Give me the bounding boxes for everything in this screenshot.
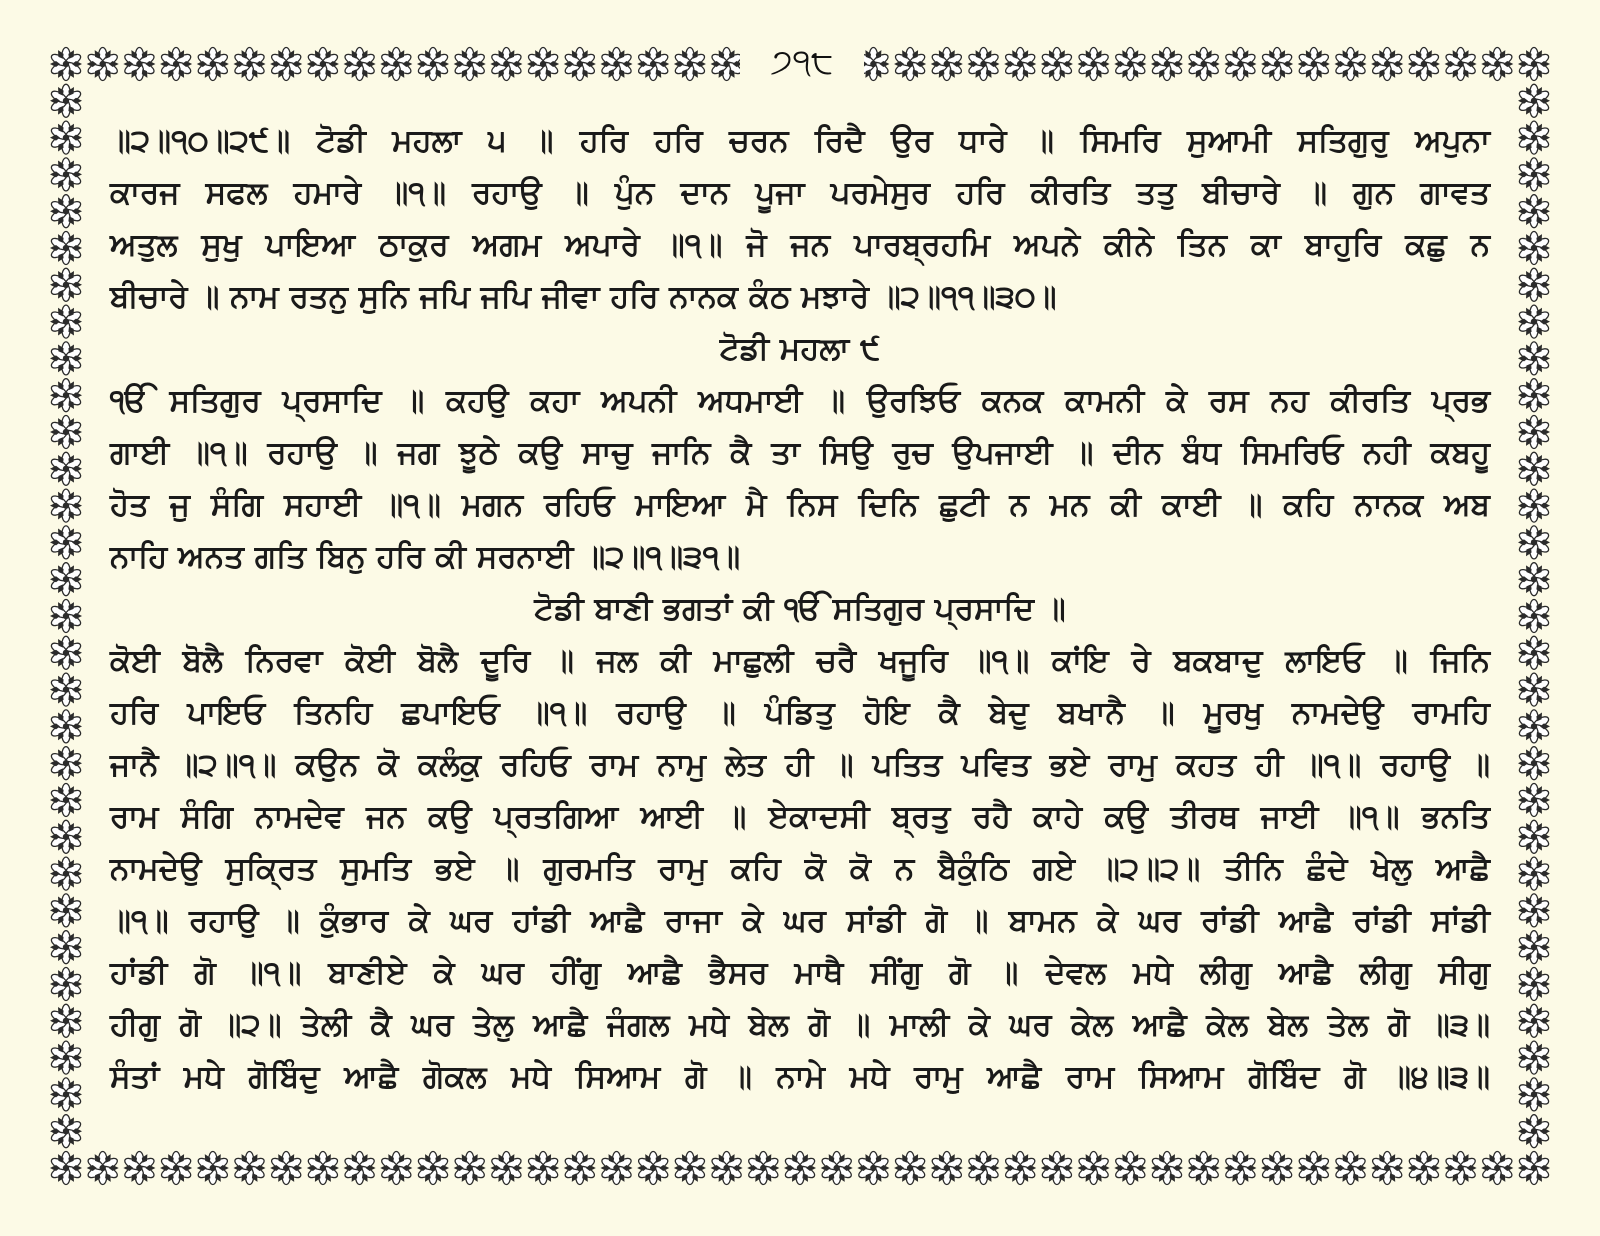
flower-ornament-icon [563, 48, 596, 81]
flower-ornament-icon [1518, 48, 1551, 81]
flower-ornament-icon [1518, 563, 1551, 596]
flower-ornament-icon [50, 452, 83, 485]
text-line: ਹੀਗੁ ਗੋ ॥੨॥ ਤੇਲੀ ਕੈ ਘਰ ਤੇਲੁ ਆਛੈ ਜੰਗਲ ਮਧੇ ਬੇਲ ਗੋ ॥ ਮਾਲੀ ਕੇ ਘਰ ਕੇਲ ਆਛੈ ਕੇਲ ਬੇਲ ਤੇਲ ਗੋ ॥੩॥ [110, 1007, 1490, 1043]
flower-ornament-icon [50, 710, 83, 743]
flower-ornament-icon [453, 1152, 486, 1185]
flower-ornament-icon [50, 1041, 83, 1074]
flower-ornament-icon [1518, 747, 1551, 780]
flower-ornament-icon [1371, 48, 1404, 81]
flower-ornament-icon [967, 48, 1000, 81]
flower-ornament-icon [1481, 1152, 1514, 1185]
flower-ornament-icon [1518, 820, 1551, 853]
flower-ornament-icon [1518, 232, 1551, 265]
text-line: ਸੰਤਾਂ ਮਧੇ ਗੋਬਿੰਦੁ ਆਛੈ ਗੋਕਲ ਮਧੇ ਸਿਆਮ ਗੋ ॥ ਨਾਮੇ ਮਧੇ ਰਾਮੁ ਆਛੈ ਰਾਮ ਸਿਆਮ ਗੋਬਿੰਦ ਗੋ ॥੪॥੩॥ [110, 1059, 1490, 1095]
flower-ornament-icon [50, 747, 83, 780]
flower-ornament-icon [1371, 1152, 1404, 1185]
flower-ornament-icon [417, 1152, 450, 1185]
flower-ornament-icon [50, 48, 83, 81]
flower-ornament-icon [307, 48, 340, 81]
flower-ornament-icon [1297, 1152, 1330, 1185]
flower-ornament-icon [1187, 1152, 1220, 1185]
flower-ornament-icon [527, 1152, 560, 1185]
flower-ornament-icon [820, 1152, 853, 1185]
flower-ornament-icon [1518, 1004, 1551, 1037]
flower-ornament-icon [453, 48, 486, 81]
flower-ornament-icon [50, 158, 83, 191]
flower-ornament-icon [1518, 968, 1551, 1001]
text-line: ਨਾਮਦੇਉ ਸੁਕ੍ਰਿਤ ਸੁਮਤਿ ਭਏ ॥ ਗੁਰਮਤਿ ਰਾਮੁ ਕਹਿ ਕੋ ਕੋ ਨ ਬੈਕੁੰਠਿ ਗਏ ॥੨॥੨॥ ਤੀਨਿ ਛੰਦੇ ਖੇਲੁ ਆਛੈ [110, 851, 1490, 887]
flower-ornament-icon [50, 820, 83, 853]
flower-ornament-icon [50, 563, 83, 596]
flower-ornament-icon [1518, 894, 1551, 927]
flower-ornament-icon [50, 894, 83, 927]
flower-ornament-icon [1518, 784, 1551, 817]
flower-ornament-icon [196, 1152, 229, 1185]
flower-ornament-icon [50, 84, 83, 117]
flower-ornament-icon [123, 48, 156, 81]
flower-ornament-icon [50, 121, 83, 154]
flower-ornament-icon [894, 1152, 927, 1185]
text-line: ਅਤੁਲ ਸੁਖੁ ਪਾਇਆ ਠਾਕੁਰ ਅਗਮ ਅਪਾਰੇ ॥੧॥ ਜੋ ਜਨ ਪਾਰਬ੍ਰਹਮਿ ਅਪਨੇ ਕੀਨੇ ਤਿਨ ਕਾ ਬਾਹੁਰਿ ਕਛੁ ਨ [110, 227, 1490, 263]
flower-ornament-icon [1518, 305, 1551, 338]
page-number: ੭੧੮ [740, 40, 864, 84]
flower-ornament-icon [50, 636, 83, 669]
flower-ornament-icon [710, 48, 743, 81]
flower-ornament-icon [490, 48, 523, 81]
text-line: ਕੋਈ ਬੋਲੈ ਨਿਰਵਾ ਕੋਈ ਬੋਲੈ ਦੂਰਿ ॥ ਜਲ ਕੀ ਮਾਛੁਲੀ ਚਰੈ ਖਜੂਰਿ ॥੧॥ ਕਾਂਇ ਰੇ ਬਕਬਾਦੁ ਲਾਇਓ ॥ ਜਿਨਿ [110, 643, 1490, 679]
flower-ornament-icon [160, 48, 193, 81]
text-line: ਹਾਂਡੀ ਗੋ ॥੧॥ ਬਾਣੀਏ ਕੇ ਘਰ ਹੀਂਗੁ ਆਛੈ ਭੈਸਰ ਮਾਥੈ ਸੀਂਗੁ ਗੋ ॥ ਦੇਵਲ ਮਧੇ ਲੀਗੁ ਆਛੈ ਲੀਗੁ ਸੀਗੁ [110, 955, 1490, 991]
flower-ornament-icon [674, 1152, 707, 1185]
flower-ornament-icon [1224, 48, 1257, 81]
flower-ornament-icon [1518, 452, 1551, 485]
flower-ornament-icon [894, 48, 927, 81]
flower-ornament-icon [50, 1115, 83, 1148]
flower-ornament-icon [1004, 1152, 1037, 1185]
flower-ornament-icon [50, 195, 83, 228]
flower-ornament-icon [1444, 48, 1477, 81]
flower-ornament-icon [50, 342, 83, 375]
flower-ornament-icon [1518, 268, 1551, 301]
flower-ornament-icon [233, 1152, 266, 1185]
flower-ornament-icon [50, 489, 83, 522]
flower-ornament-icon [490, 1152, 523, 1185]
flower-ornament-icon [50, 1152, 83, 1185]
flower-ornament-icon [1518, 158, 1551, 191]
flower-ornament-icon [50, 268, 83, 301]
flower-ornament-icon [1408, 48, 1441, 81]
flower-ornament-icon [600, 48, 633, 81]
flower-ornament-icon [50, 857, 83, 890]
flower-ornament-icon [50, 379, 83, 412]
flower-ornament-icon [1408, 1152, 1441, 1185]
flower-ornament-icon [1151, 48, 1184, 81]
text-line: ਰਾਮ ਸੰਗਿ ਨਾਮਦੇਵ ਜਨ ਕਉ ਪ੍ਰਤਗਿਆ ਆਈ ॥ ਏਕਾਦਸੀ ਬ੍ਰਤੁ ਰਹੈ ਕਾਹੇ ਕਉ ਤੀਰਥ ਜਾਈ ॥੧॥ ਭਨਤਿ [110, 799, 1490, 835]
flower-ornament-icon [50, 931, 83, 964]
flower-ornament-icon [343, 48, 376, 81]
flower-ornament-icon [1297, 48, 1330, 81]
text-line: ਬੀਚਾਰੇ ॥ ਨਾਮ ਰਤਨੁ ਸੁਨਿ ਜਪਿ ਜਪਿ ਜੀਵਾ ਹਰਿ ਨਾਨਕ ਕੰਠ ਮਝਾਰੇ ॥੨॥੧੧॥੩੦॥ [110, 279, 1057, 315]
flower-ornament-icon [1518, 84, 1551, 117]
flower-ornament-icon [86, 1152, 119, 1185]
flower-ornament-icon [50, 305, 83, 338]
flower-ornament-icon [50, 600, 83, 633]
flower-ornament-icon [380, 48, 413, 81]
flower-ornament-icon [1041, 48, 1074, 81]
flower-ornament-icon [967, 1152, 1000, 1185]
flower-ornament-icon [50, 416, 83, 449]
flower-ornament-icon [1518, 195, 1551, 228]
flower-ornament-icon [1518, 1152, 1551, 1185]
flower-ornament-icon [784, 1152, 817, 1185]
flower-ornament-icon [270, 48, 303, 81]
flower-ornament-icon [1334, 1152, 1367, 1185]
flower-ornament-icon [710, 1152, 743, 1185]
flower-ornament-icon [50, 1078, 83, 1111]
flower-ornament-icon [1041, 1152, 1074, 1185]
flower-ornament-icon [270, 1152, 303, 1185]
flower-ornament-icon [857, 1152, 890, 1185]
flower-ornament-icon [50, 1004, 83, 1037]
flower-ornament-icon [1261, 1152, 1294, 1185]
text-line: ਹਰਿ ਪਾਇਓ ਤਿਨਹਿ ਛਪਾਇਓ ॥੧॥ ਰਹਾਉ ॥ ਪੰਡਿਤੁ ਹੋਇ ਕੈ ਬੇਦੁ ਬਖਾਨੈ ॥ ਮੂਰਖੁ ਨਾਮਦੇਉ ਰਾਮਹਿ [110, 695, 1490, 731]
flower-ornament-icon [1518, 379, 1551, 412]
flower-ornament-icon [1518, 526, 1551, 559]
flower-ornament-icon [1114, 48, 1147, 81]
text-line: ॥੨॥੧੦॥੨੯॥ ਟੋਡੀ ਮਹਲਾ ੫ ॥ ਹਰਿ ਹਰਿ ਚਰਨ ਰਿਦੈ ਉਰ ਧਾਰੇ ॥ ਸਿਮਰਿ ਸੁਆਮੀ ਸਤਿਗੁਰੁ ਅਪੁਨਾ [110, 123, 1490, 159]
flower-ornament-icon [1518, 416, 1551, 449]
flower-ornament-icon [1187, 48, 1220, 81]
flower-ornament-icon [1518, 636, 1551, 669]
flower-ornament-icon [1004, 48, 1037, 81]
text-line: ਨਾਹਿ ਅਨਤ ਗਤਿ ਬਿਨੁ ਹਰਿ ਕੀ ਸਰਨਾਈ ॥੨॥੧॥੩੧॥ [110, 539, 741, 575]
scripture-text [110, 118, 1490, 1120]
flower-ornament-icon [1077, 1152, 1110, 1185]
text-line: ਹੋਤ ਜੁ ਸੰਗਿ ਸਹਾਈ ॥੧॥ ਮਗਨ ਰਹਿਓ ਮਾਇਆ ਮੈ ਨਿਸ ਦਿਨਿ ਛੁਟੀ ਨ ਮਨ ਕੀ ਕਾਈ ॥ ਕਹਿ ਨਾਨਕ ਅਬ [110, 487, 1490, 523]
flower-ornament-icon [1518, 710, 1551, 743]
text-line: ਗਾਈ ॥੧॥ ਰਹਾਉ ॥ ਜਗ ਝੂਠੇ ਕਉ ਸਾਚੁ ਜਾਨਿ ਕੈ ਤਾ ਸਿਉ ਰੁਚ ਉਪਜਾਈ ॥ ਦੀਨ ਬੰਧ ਸਿਮਰਿਓ ਨਹੀ ਕਬਹੂ [110, 435, 1490, 471]
flower-ornament-icon [1151, 1152, 1184, 1185]
flower-ornament-icon [50, 232, 83, 265]
flower-ornament-icon [1518, 489, 1551, 522]
flower-ornament-icon [1114, 1152, 1147, 1185]
flower-ornament-icon [380, 1152, 413, 1185]
flower-ornament-icon [50, 526, 83, 559]
flower-ornament-icon [1444, 1152, 1477, 1185]
flower-ornament-icon [674, 48, 707, 81]
flower-ornament-icon [417, 48, 450, 81]
flower-ornament-icon [343, 1152, 376, 1185]
flower-ornament-icon [600, 1152, 633, 1185]
flower-ornament-icon [233, 48, 266, 81]
flower-ornament-icon [1518, 600, 1551, 633]
flower-ornament-icon [1518, 931, 1551, 964]
flower-ornament-icon [123, 1152, 156, 1185]
flower-ornament-icon [1481, 48, 1514, 81]
flower-ornament-icon [307, 1152, 340, 1185]
flower-ornament-icon [527, 48, 560, 81]
flower-ornament-icon [1518, 342, 1551, 375]
section-heading: ਟੋਡੀ ਬਾਣੀ ਭਗਤਾਂ ਕੀ ੴ ਸਤਿਗੁਰ ਪ੍ਰਸਾਦਿ ॥ [534, 591, 1066, 627]
flower-ornament-icon [1518, 121, 1551, 154]
flower-ornament-icon [930, 1152, 963, 1185]
flower-ornament-icon [86, 48, 119, 81]
flower-ornament-icon [747, 1152, 780, 1185]
text-line: ਕਾਰਜ ਸਫਲ ਹਮਾਰੇ ॥੧॥ ਰਹਾਉ ॥ ਪੁੰਨ ਦਾਨ ਪੂਜਾ ਪਰਮੇਸੁਰ ਹਰਿ ਕੀਰਤਿ ਤਤੁ ਬੀਚਾਰੇ ॥ ਗੁਨ ਗਾਵਤ [110, 175, 1490, 211]
flower-ornament-icon [1518, 1041, 1551, 1074]
flower-ornament-icon [1224, 1152, 1257, 1185]
flower-ornament-icon [930, 48, 963, 81]
flower-ornament-icon [1518, 673, 1551, 706]
flower-ornament-icon [1518, 1078, 1551, 1111]
text-line: ਜਾਨੈ ॥੨॥੧॥ ਕਉਨ ਕੋ ਕਲੰਕੁ ਰਹਿਓ ਰਾਮ ਨਾਮੁ ਲੇਤ ਹੀ ॥ ਪਤਿਤ ਪਵਿਤ ਭਏ ਰਾਮੁ ਕਹਤ ਹੀ ॥੧॥ ਰਹਾਉ ॥ [110, 747, 1490, 783]
flower-ornament-icon [1518, 857, 1551, 890]
flower-ornament-icon [637, 1152, 670, 1185]
text-line: ੴ ਸਤਿਗੁਰ ਪ੍ਰਸਾਦਿ ॥ ਕਹਉ ਕਹਾ ਅਪਨੀ ਅਧਮਾਈ ॥ ਉਰਝਿਓ ਕਨਕ ਕਾਮਨੀ ਕੇ ਰਸ ਨਹ ਕੀਰਤਿ ਪ੍ਰਭ [110, 383, 1490, 419]
flower-ornament-icon [50, 784, 83, 817]
text-line: ॥੧॥ ਰਹਾਉ ॥ ਕੁੰਭਾਰ ਕੇ ਘਰ ਹਾਂਡੀ ਆਛੈ ਰਾਜਾ ਕੇ ਘਰ ਸਾਂਡੀ ਗੋ ॥ ਬਾਮਨ ਕੇ ਘਰ ਰਾਂਡੀ ਆਛੈ ਰਾਂਡੀ ਸਾਂਡੀ [110, 903, 1490, 939]
flower-ornament-icon [50, 673, 83, 706]
flower-ornament-icon [637, 48, 670, 81]
flower-ornament-icon [563, 1152, 596, 1185]
flower-ornament-icon [1077, 48, 1110, 81]
flower-ornament-icon [196, 48, 229, 81]
flower-ornament-icon [50, 968, 83, 1001]
flower-ornament-icon [1518, 1115, 1551, 1148]
flower-ornament-icon [1334, 48, 1367, 81]
section-heading: ਟੋਡੀ ਮਹਲਾ ੯ [719, 331, 881, 367]
flower-ornament-icon [1261, 48, 1294, 81]
flower-ornament-icon [160, 1152, 193, 1185]
